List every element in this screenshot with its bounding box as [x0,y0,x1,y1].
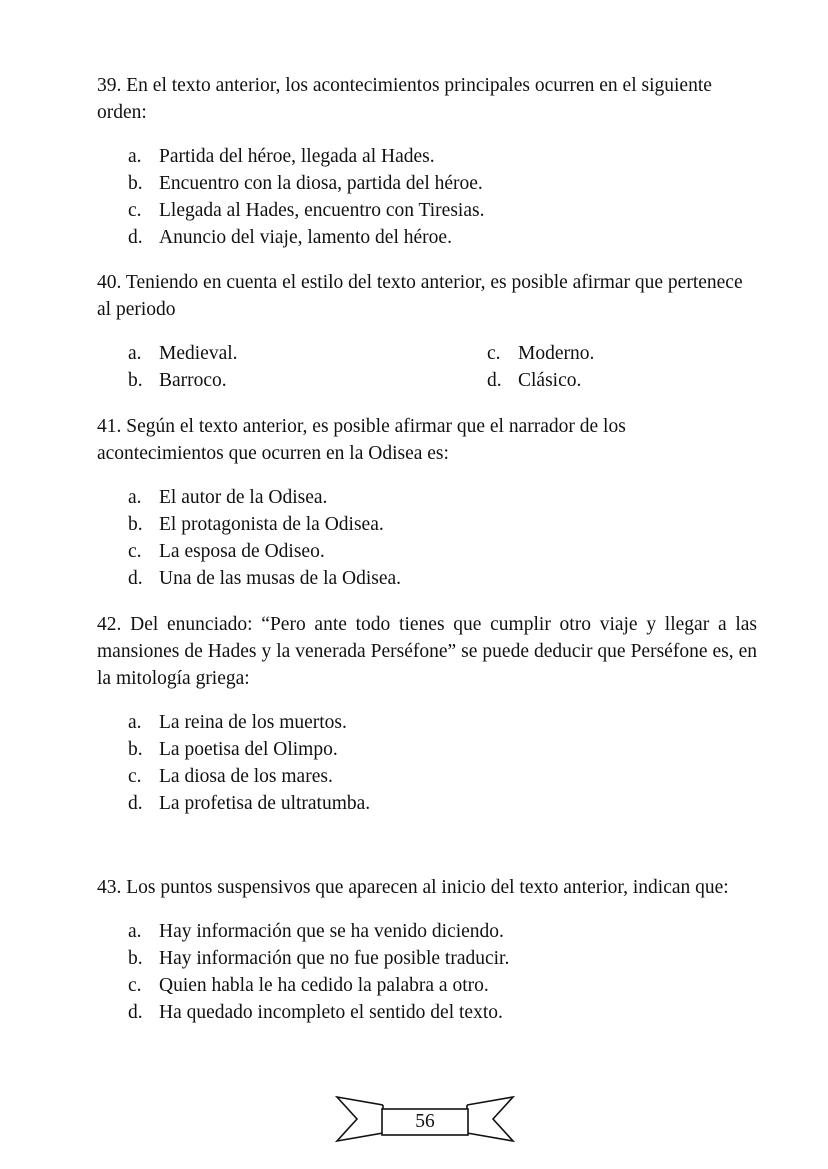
option-d [97,224,757,251]
option-letter: a. [128,343,142,364]
option-letter: c. [128,200,142,221]
question-40 [97,269,757,394]
option-a [97,918,757,945]
option-text: Partida del héroe, llegada al Hades. [159,146,435,167]
option-text: Moderno. [518,343,595,364]
option-letter: c. [128,541,142,562]
option-a [97,143,757,170]
option-letter: d. [128,568,143,589]
question-stem: 41. Según el texto anterior, es posible afirmar que el narrador de los acontecimientos que ocurren en la Odisea es: [97,416,626,464]
option-text: La profetisa de ultratumba. [159,793,371,814]
page-number-banner [335,1093,515,1149]
option-letter: c. [487,343,501,364]
page-number: 56 [415,1111,435,1132]
option-b [97,511,757,538]
option-text: Llegada al Hades, encuentro con Tiresias. [159,200,485,221]
question-43 [97,874,757,1026]
option-a [97,709,757,736]
option-text: Barroco. [159,370,227,391]
options-list [97,918,757,1026]
question-stem: 43. Los puntos suspensivos que aparecen al inicio del texto anterior, indican que: [97,877,729,898]
option-letter: b. [128,370,143,391]
option-b [97,736,757,763]
options-list [97,143,757,251]
option-text: Quien habla le ha cedido la palabra a otro. [159,975,489,996]
option-letter: d. [128,793,143,814]
option-text: La esposa de Odiseo. [159,541,325,562]
option-b [97,945,757,972]
option-text: La poetisa del Olimpo. [159,739,338,760]
option-a [97,484,757,511]
option-letter: b. [128,948,143,969]
option-letter: a. [128,712,142,733]
option-d [456,367,786,394]
option-c [97,197,757,224]
option-c [97,763,757,790]
option-letter: a. [128,146,142,167]
options-list [97,484,757,592]
question-39 [97,72,757,251]
question-stem: 42. Del enunciado: “Pero ante todo tienes que cumplir otro viaje y llegar a las mansiones de Hades y la venerada Perséfone” se puede deducir que Perséfone es, en la mitología griega: [97,614,757,689]
option-letter: b. [128,514,143,535]
option-d [97,565,757,592]
option-text: La reina de los muertos. [159,712,347,733]
option-letter: c. [128,766,142,787]
question-stem: 40. Teniendo en cuenta el estilo del texto anterior, es posible afirmar que pertenece al periodo [97,272,743,320]
option-text: Ha quedado incompleto el sentido del texto. [159,1002,503,1023]
question-stem: 39. En el texto anterior, los acontecimientos principales ocurren en el siguiente orden: [97,75,712,123]
option-c [456,340,786,367]
question-42 [97,611,757,817]
option-letter: a. [128,921,142,942]
option-text: Anuncio del viaje, lamento del héroe. [159,227,452,248]
option-b [97,367,427,394]
option-letter: b. [128,739,143,760]
option-text: El protagonista de la Odisea. [159,514,384,535]
option-letter: a. [128,487,142,508]
option-c [97,972,757,999]
option-letter: d. [128,1002,143,1023]
option-text: Una de las musas de la Odisea. [159,568,402,589]
question-41 [97,413,757,592]
option-letter: b. [128,173,143,194]
option-c [97,538,757,565]
option-text: Medieval. [159,343,238,364]
options-list [97,709,757,817]
option-letter: c. [128,975,142,996]
option-letter: d. [128,227,143,248]
options-list [97,340,757,394]
option-a [97,340,427,367]
option-text: Encuentro con la diosa, partida del héroe. [159,173,483,194]
option-b [97,170,757,197]
option-text: Hay información que no fue posible traducir. [159,948,510,969]
option-text: La diosa de los mares. [159,766,333,787]
option-text: Hay información que se ha venido diciendo. [159,921,504,942]
option-d [97,999,757,1026]
option-letter: d. [487,370,502,391]
option-text: El autor de la Odisea. [159,487,328,508]
option-text: Clásico. [518,370,582,391]
option-d [97,790,757,817]
